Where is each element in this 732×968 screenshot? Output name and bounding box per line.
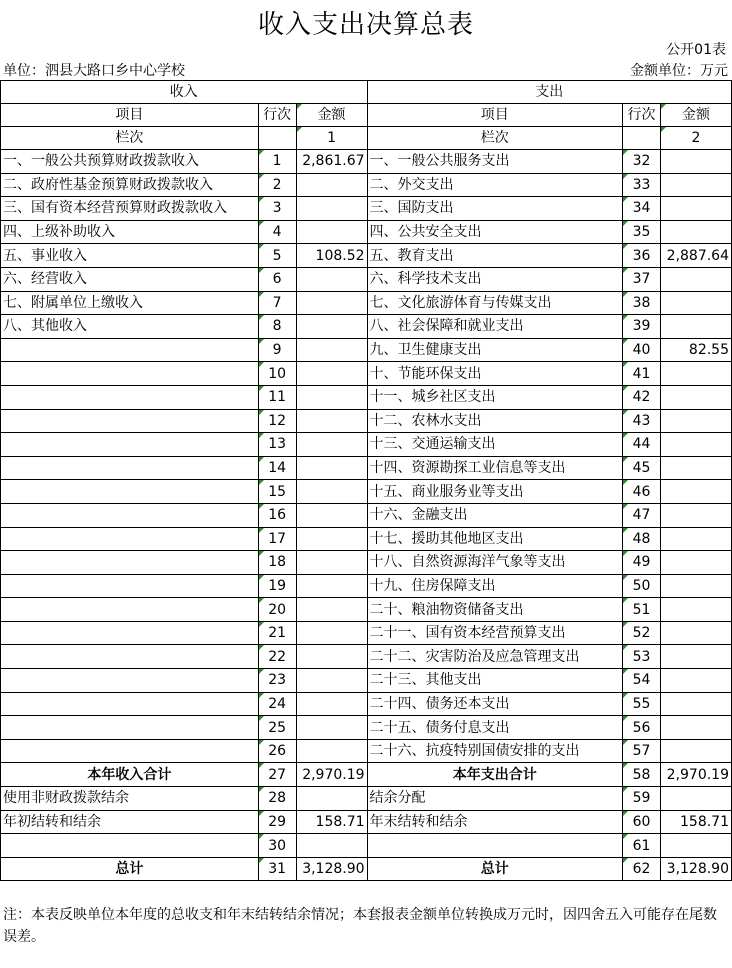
- expense-line-header: 行次: [623, 104, 661, 127]
- expense-line-cell: 37: [623, 267, 661, 291]
- income-column-label: 栏次: [1, 127, 259, 150]
- income-amount-cell: [296, 834, 367, 858]
- table-row: [1, 574, 732, 598]
- expense-line-cell: 58: [623, 763, 661, 787]
- expense-item-cell: 十三、交通运输支出: [367, 433, 623, 457]
- expense-item-cell: 二十六、抗疫特别国债安排的支出: [367, 739, 623, 763]
- income-line-cell: 20: [258, 598, 296, 622]
- expense-amount-cell: [661, 197, 732, 221]
- income-header: 收入: [1, 81, 368, 104]
- expense-line-cell: 36: [623, 244, 661, 268]
- expense-header: 支出: [367, 81, 731, 104]
- table-row: [1, 315, 732, 339]
- unit-label: 单位：泗县大路口乡中心学校: [3, 63, 185, 79]
- expense-line-cell: 59: [623, 787, 661, 811]
- table-row: [1, 173, 732, 197]
- income-item-cell: 本年收入合计: [1, 763, 259, 787]
- expense-line-cell: 55: [623, 692, 661, 716]
- expense-amount-cell: [661, 551, 732, 575]
- expense-amount-cell: [661, 645, 732, 669]
- expense-amount-cell: [661, 527, 732, 551]
- income-amount-cell: [296, 480, 367, 504]
- table-row: [1, 433, 732, 457]
- income-line-cell: 10: [258, 362, 296, 386]
- income-item-cell: 六、经营收入: [1, 267, 259, 291]
- expense-line-cell: 39: [623, 315, 661, 339]
- income-amount-cell: 2,861.67: [296, 150, 367, 174]
- table-row: [1, 810, 732, 834]
- expense-line-cell: 52: [623, 621, 661, 645]
- table-row: [1, 669, 732, 693]
- expense-line-cell: 51: [623, 598, 661, 622]
- expense-item-cell: 四、公共安全支出: [367, 220, 623, 244]
- income-item-cell: 四、上级补助收入: [1, 220, 259, 244]
- income-line-cell: 14: [258, 456, 296, 480]
- income-item-cell: [1, 503, 259, 527]
- footnote: 注：本表反映单位本年度的总收支和年末结转结余情况；本套报表金额单位转换成万元时，因四舍五入可能存在尾数误差。: [3, 907, 717, 945]
- income-amount-cell: 158.71: [296, 810, 367, 834]
- income-line-cell: 5: [258, 244, 296, 268]
- table-row: [1, 385, 732, 409]
- income-item-cell: [1, 433, 259, 457]
- expense-line-cell: 44: [623, 433, 661, 457]
- table-row: [1, 551, 732, 575]
- income-amount-cell: [296, 291, 367, 315]
- income-item-cell: [1, 527, 259, 551]
- expense-amount-cell: [661, 739, 732, 763]
- table-row: [1, 267, 732, 291]
- expense-item-cell: 十、节能环保支出: [367, 362, 623, 386]
- expense-amount-cell: [661, 480, 732, 504]
- income-line-cell: 12: [258, 409, 296, 433]
- expense-item-cell: 本年支出合计: [367, 763, 623, 787]
- table-row: [1, 739, 732, 763]
- expense-item-cell: 十一、城乡社区支出: [367, 385, 623, 409]
- form-number: 公开01表: [666, 42, 726, 58]
- income-amount-cell: [296, 197, 367, 221]
- income-line-cell: 6: [258, 267, 296, 291]
- expense-line-cell: 45: [623, 456, 661, 480]
- income-line-cell: 16: [258, 503, 296, 527]
- income-line-cell: 9: [258, 338, 296, 362]
- expense-item-cell: 二、外交支出: [367, 173, 623, 197]
- report-title: 收入支出决算总表: [257, 10, 474, 40]
- table-row: [1, 692, 732, 716]
- expense-amount-cell: [661, 433, 732, 457]
- expense-line-cell: 42: [623, 385, 661, 409]
- income-amount-cell: [296, 433, 367, 457]
- income-item-cell: [1, 480, 259, 504]
- table-row: [1, 480, 732, 504]
- expense-line-cell: 61: [623, 834, 661, 858]
- expense-item-cell: 七、文化旅游体育与传媒支出: [367, 291, 623, 315]
- table-row: [1, 857, 732, 881]
- table-row: [1, 621, 732, 645]
- table-row: [1, 409, 732, 433]
- expense-column-label: 栏次: [367, 127, 623, 150]
- income-item-cell: [1, 834, 259, 858]
- expense-item-cell: 八、社会保障和就业支出: [367, 315, 623, 339]
- expense-item-cell: 结余分配: [367, 787, 623, 811]
- expense-line-cell: 46: [623, 480, 661, 504]
- income-item-cell: [1, 409, 259, 433]
- expense-amount-cell: [661, 220, 732, 244]
- income-amount-cell: [296, 315, 367, 339]
- income-item-cell: [1, 551, 259, 575]
- income-line-blank: [258, 127, 296, 150]
- table-row: [1, 244, 732, 268]
- expense-amount-cell: [661, 574, 732, 598]
- income-item-cell: [1, 739, 259, 763]
- expense-line-cell: 53: [623, 645, 661, 669]
- income-amount-cell: [296, 645, 367, 669]
- expense-item-cell: 年末结转和结余: [367, 810, 623, 834]
- income-item-cell: [1, 456, 259, 480]
- income-amount-cell: [296, 385, 367, 409]
- income-line-cell: 11: [258, 385, 296, 409]
- expense-item-cell: 十四、资源勘探工业信息等支出: [367, 456, 623, 480]
- expense-item-cell: 二十、粮油物资储备支出: [367, 598, 623, 622]
- expense-line-cell: 35: [623, 220, 661, 244]
- income-line-cell: 15: [258, 480, 296, 504]
- income-amount-cell: [296, 574, 367, 598]
- table-row: [1, 456, 732, 480]
- table-row: [1, 503, 732, 527]
- income-amount-cell: [296, 527, 367, 551]
- expense-item-cell: [367, 834, 623, 858]
- expense-amount-cell: [661, 385, 732, 409]
- income-line-cell: 7: [258, 291, 296, 315]
- expense-item-cell: 十二、农林水支出: [367, 409, 623, 433]
- income-amount-cell: [296, 173, 367, 197]
- expense-line-cell: 49: [623, 551, 661, 575]
- income-line-cell: 25: [258, 716, 296, 740]
- income-line-cell: 8: [258, 315, 296, 339]
- expense-amount-cell: 158.71: [661, 810, 732, 834]
- income-line-cell: 13: [258, 433, 296, 457]
- expense-amount-cell: 2,887.64: [661, 244, 732, 268]
- income-amount-header: 金额: [296, 104, 367, 127]
- expense-amount-cell: [661, 456, 732, 480]
- table-row: [1, 197, 732, 221]
- amount-unit: 金额单位：万元: [630, 63, 728, 79]
- income-amount-cell: [296, 739, 367, 763]
- expense-amount-cell: [661, 598, 732, 622]
- income-item-cell: 五、事业收入: [1, 244, 259, 268]
- income-item-cell: 三、国有资本经营预算财政拨款收入: [1, 197, 259, 221]
- income-line-cell: 26: [258, 739, 296, 763]
- income-line-cell: 4: [258, 220, 296, 244]
- expense-item-cell: 十六、金融支出: [367, 503, 623, 527]
- income-line-cell: 18: [258, 551, 296, 575]
- table-row: [1, 763, 732, 787]
- expense-item-cell: 九、卫生健康支出: [367, 338, 623, 362]
- income-line-cell: 2: [258, 173, 296, 197]
- income-item-cell: [1, 692, 259, 716]
- expense-amount-cell: 2,970.19: [661, 763, 732, 787]
- income-expense-table: [0, 80, 732, 881]
- expense-amount-cell: [661, 787, 732, 811]
- expense-amount-cell: [661, 362, 732, 386]
- income-item-cell: 总计: [1, 857, 259, 881]
- table-row: [1, 220, 732, 244]
- income-amount-cell: [296, 716, 367, 740]
- table-row: [1, 716, 732, 740]
- expense-item-cell: 二十二、灾害防治及应急管理支出: [367, 645, 623, 669]
- expense-amount-cell: [661, 315, 732, 339]
- income-amount-cell: [296, 456, 367, 480]
- income-amount-cell: [296, 267, 367, 291]
- income-amount-cell: [296, 409, 367, 433]
- expense-line-cell: 41: [623, 362, 661, 386]
- table-row: [1, 338, 732, 362]
- income-item-cell: 二、政府性基金预算财政拨款收入: [1, 173, 259, 197]
- income-line-header: 行次: [258, 104, 296, 127]
- income-item-cell: [1, 669, 259, 693]
- income-amount-cell: [296, 598, 367, 622]
- income-line-cell: 30: [258, 834, 296, 858]
- table-row: [1, 291, 732, 315]
- expense-line-cell: 54: [623, 669, 661, 693]
- income-item-cell: 一、一般公共预算财政拨款收入: [1, 150, 259, 174]
- expense-line-cell: 38: [623, 291, 661, 315]
- income-amount-cell: [296, 503, 367, 527]
- income-item-cell: [1, 645, 259, 669]
- income-item-cell: [1, 385, 259, 409]
- expense-line-cell: 48: [623, 527, 661, 551]
- income-line-cell: 17: [258, 527, 296, 551]
- expense-amount-cell: [661, 150, 732, 174]
- income-line-cell: 28: [258, 787, 296, 811]
- expense-item-cell: 总计: [367, 857, 623, 881]
- expense-item-cell: 二十四、债务还本支出: [367, 692, 623, 716]
- income-item-cell: [1, 362, 259, 386]
- expense-column-number: 2: [661, 127, 732, 150]
- table-row: [1, 527, 732, 551]
- income-line-cell: 27: [258, 763, 296, 787]
- expense-amount-cell: [661, 267, 732, 291]
- table-row: [1, 150, 732, 174]
- income-item-cell: 年初结转和结余: [1, 810, 259, 834]
- income-amount-cell: 108.52: [296, 244, 367, 268]
- income-item-cell: 八、其他收入: [1, 315, 259, 339]
- expense-amount-cell: [661, 291, 732, 315]
- expense-item-cell: 二十一、国有资本经营预算支出: [367, 621, 623, 645]
- expense-amount-header: 金额: [661, 104, 732, 127]
- expense-amount-cell: [661, 621, 732, 645]
- expense-line-cell: 60: [623, 810, 661, 834]
- income-amount-cell: 3,128.90: [296, 857, 367, 881]
- table-row: [1, 362, 732, 386]
- expense-line-blank: [623, 127, 661, 150]
- expense-amount-cell: 3,128.90: [661, 857, 732, 881]
- income-amount-cell: [296, 669, 367, 693]
- income-amount-cell: [296, 787, 367, 811]
- expense-line-cell: 34: [623, 197, 661, 221]
- table-row: [1, 787, 732, 811]
- table-row: [1, 645, 732, 669]
- income-amount-cell: [296, 692, 367, 716]
- income-amount-cell: 2,970.19: [296, 763, 367, 787]
- income-line-cell: 19: [258, 574, 296, 598]
- expense-amount-cell: [661, 409, 732, 433]
- expense-amount-cell: 82.55: [661, 338, 732, 362]
- expense-amount-cell: [661, 716, 732, 740]
- income-amount-cell: [296, 338, 367, 362]
- expense-item-cell: 十七、援助其他地区支出: [367, 527, 623, 551]
- expense-item-cell: 十五、商业服务业等支出: [367, 480, 623, 504]
- table-row: [1, 598, 732, 622]
- income-amount-cell: [296, 220, 367, 244]
- expense-line-cell: 47: [623, 503, 661, 527]
- income-item-cell: [1, 621, 259, 645]
- expense-line-cell: 62: [623, 857, 661, 881]
- income-line-cell: 31: [258, 857, 296, 881]
- expense-line-cell: 32: [623, 150, 661, 174]
- income-line-cell: 29: [258, 810, 296, 834]
- expense-item-cell: 一、一般公共服务支出: [367, 150, 623, 174]
- income-item-cell: [1, 574, 259, 598]
- expense-amount-cell: [661, 173, 732, 197]
- income-line-cell: 23: [258, 669, 296, 693]
- expense-item-header: 项目: [367, 104, 623, 127]
- income-item-cell: [1, 338, 259, 362]
- income-amount-cell: [296, 621, 367, 645]
- expense-line-cell: 40: [623, 338, 661, 362]
- expense-line-cell: 57: [623, 739, 661, 763]
- income-line-cell: 3: [258, 197, 296, 221]
- expense-line-cell: 43: [623, 409, 661, 433]
- income-item-cell: [1, 598, 259, 622]
- income-item-header: 项目: [1, 104, 259, 127]
- income-amount-cell: [296, 551, 367, 575]
- expense-amount-cell: [661, 834, 732, 858]
- income-line-cell: 24: [258, 692, 296, 716]
- income-amount-cell: [296, 362, 367, 386]
- expense-item-cell: 十八、自然资源海洋气象等支出: [367, 551, 623, 575]
- income-line-cell: 22: [258, 645, 296, 669]
- income-item-cell: [1, 716, 259, 740]
- income-column-number: 1: [296, 127, 367, 150]
- expense-line-cell: 33: [623, 173, 661, 197]
- table-row: [1, 834, 732, 858]
- income-line-cell: 21: [258, 621, 296, 645]
- expense-amount-cell: [661, 669, 732, 693]
- expense-item-cell: 六、科学技术支出: [367, 267, 623, 291]
- expense-item-cell: 二十三、其他支出: [367, 669, 623, 693]
- expense-amount-cell: [661, 692, 732, 716]
- income-item-cell: 使用非财政拨款结余: [1, 787, 259, 811]
- expense-item-cell: 五、教育支出: [367, 244, 623, 268]
- expense-line-cell: 50: [623, 574, 661, 598]
- expense-item-cell: 三、国防支出: [367, 197, 623, 221]
- expense-line-cell: 56: [623, 716, 661, 740]
- income-line-cell: 1: [258, 150, 296, 174]
- expense-item-cell: 二十五、债务付息支出: [367, 716, 623, 740]
- income-item-cell: 七、附属单位上缴收入: [1, 291, 259, 315]
- expense-item-cell: 十九、住房保障支出: [367, 574, 623, 598]
- expense-amount-cell: [661, 503, 732, 527]
